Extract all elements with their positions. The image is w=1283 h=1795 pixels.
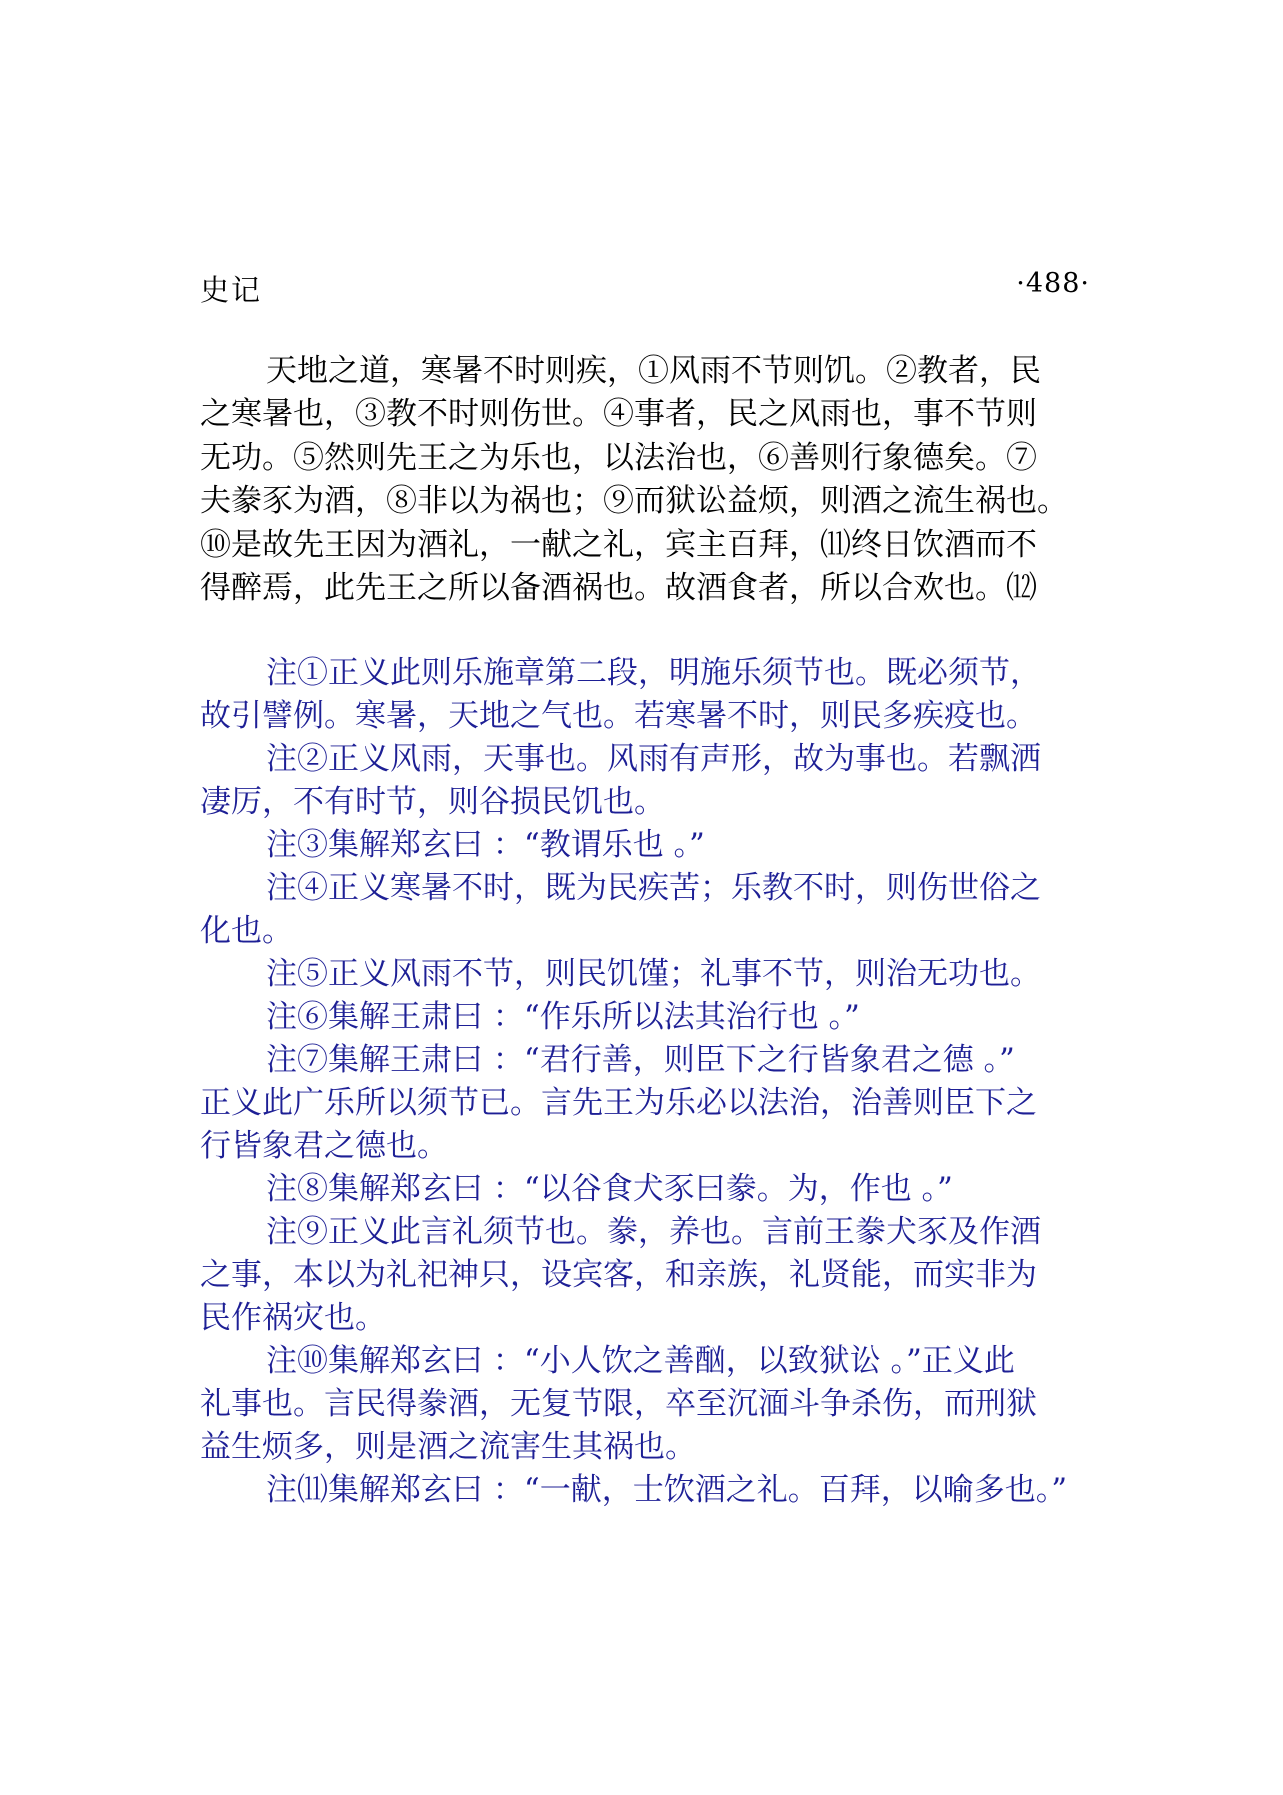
note-5: 注⑤正义风雨不节，则民饥馑；礼事不节，则治无功也。 [266,956,1041,992]
note-3: 注③集解郑玄曰 ：“教谓乐也 。” [266,827,705,863]
note-11: 注⑾集解郑玄曰 ：“一献，士饮酒之礼。百拜，以喻多也。” [266,1472,1068,1508]
note-9: 注⑨正义此言礼须节也。豢，养也。言前王豢犬豕及作酒 之事，本以为礼祀神只，设宾客，和亲族，礼贤能，而实非为 民作祸灾也。 [200,1214,1041,1336]
book-title: 史记 [200,273,263,307]
notes-section [200,652,1100,1512]
note-4: 注④正义寒暑不时，既为民疾苦；乐教不时，则伤世俗之 化也。 [200,870,1041,949]
note-6: 注⑥集解王肃曰 ：“作乐所以法其治行也 。” [266,999,860,1035]
page-number: ·488· [1016,268,1090,299]
note-7: 注⑦集解王肃曰 ：“君行善，则臣下之行皆象君之德 。” 正义此广乐所以须节已。言先王为乐必以法治，治善则臣下之 行皆象君之德也。 [200,1042,1037,1164]
main-text-paragraph: 天地之道，寒暑不时则疾，①风雨不节则饥。②教者，民 之寒暑也，③教不时则伤世。④事者，民之风雨也，事不节则 无功。⑤然则先王之为乐也，以法治也，⑥善则行象德矣。⑦ 夫豢豕为酒，⑧非以为祸也；⑨而狱讼益烦，则酒之流生祸也。 ⑩是故先王因为酒礼，一献之礼，宾主百拜，⑾终日饮酒而不 得醉焉，此先王之所以备酒祸也。故酒食者，所以合欢也。⑿ [200,353,1068,607]
note-10: 注⑩集解郑玄曰 ：“小人饮之善酗，以致狱讼 。”正义此 礼事也。言民得豢酒，无复节限，卒至沉湎斗争杀伤，而刑狱 益生烦多，则是酒之流害生其祸也。 [200,1343,1037,1465]
note-8: 注⑧集解郑玄曰 ：“以谷食犬豕曰豢。为，作也 。” [266,1171,953,1207]
page-header [200,268,1090,308]
note-2: 注②正义风雨，天事也。风雨有声形，故为事也。若飘洒 凄厉，不有时节，则谷损民饥也。 [200,741,1041,820]
note-1: 注①正义此则乐施章第二段，明施乐须节也。既必须节， 故引譬例。寒暑，天地之气也。若寒暑不时，则民多疾疫也。 [200,655,1041,734]
